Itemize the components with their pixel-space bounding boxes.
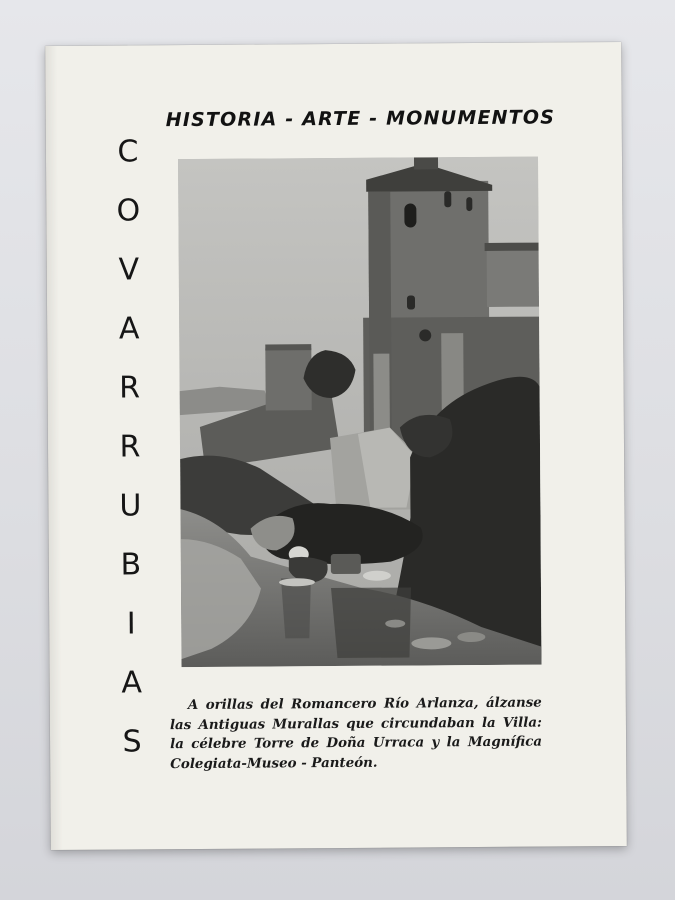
title-letter: R xyxy=(119,370,141,406)
cover-subtitle: HISTORIA - ARTE - MONUMENTOS xyxy=(165,106,556,132)
title-letter: A xyxy=(121,665,143,701)
title-letter: C xyxy=(117,134,139,170)
cover-photograph xyxy=(178,157,542,668)
church-riverbank-photo xyxy=(178,157,542,668)
title-letter: A xyxy=(118,311,140,347)
spine-shadow xyxy=(45,46,63,850)
title-letter: V xyxy=(118,252,140,288)
booklet-cover xyxy=(45,42,627,850)
title-letter: R xyxy=(119,429,141,465)
title-letter: I xyxy=(126,606,136,642)
title-letter: S xyxy=(122,724,142,760)
cover-caption: A orillas del Romancero Río Arlanza, álzanse las Antiguas Murallas que circundaban la Villa: la célebre Torre de Doña Urraca y la Magnífica Colegiata-Museo - Panteón. xyxy=(169,694,543,773)
vertical-title xyxy=(106,134,154,760)
title-letter: O xyxy=(116,193,141,229)
title-letter: U xyxy=(119,488,142,524)
title-letter: B xyxy=(120,547,142,583)
